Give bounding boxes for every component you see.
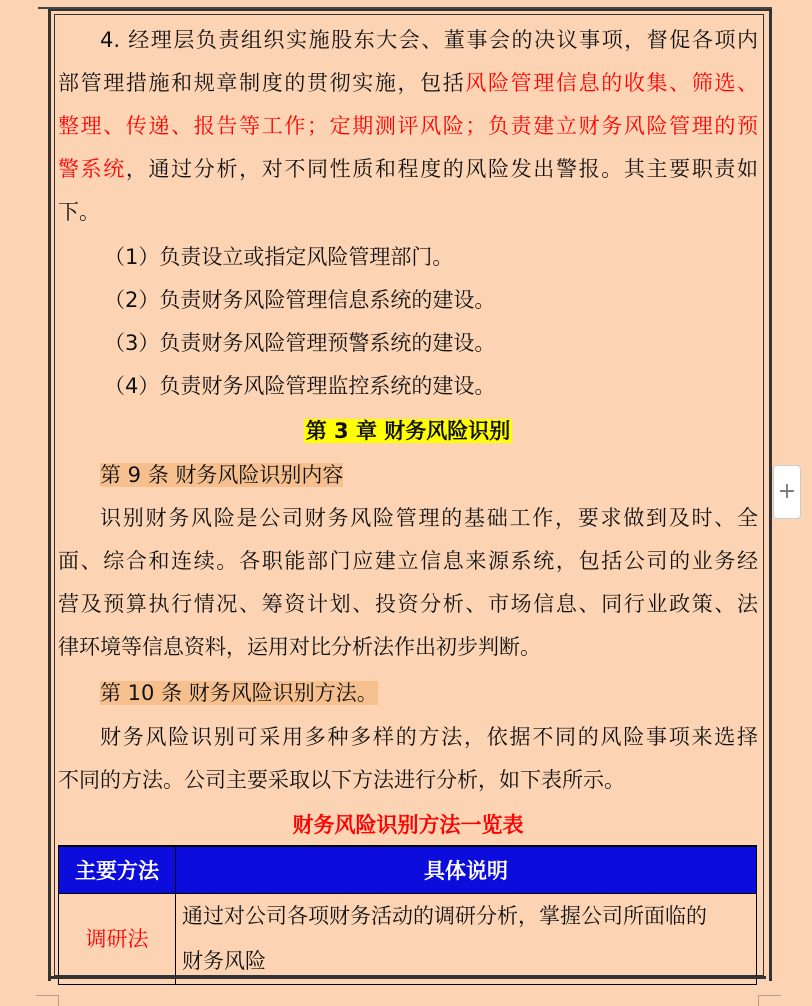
plus-icon: + bbox=[777, 479, 797, 504]
para4-line: 下。 bbox=[58, 200, 100, 224]
article-heading-text: 第 9 条 财务风险识别内容 bbox=[100, 463, 344, 487]
page-corner-mark bbox=[36, 995, 59, 1006]
text: 部管理措施和规章制度的贯彻实施，包括 bbox=[58, 71, 466, 95]
duty-item: （4）负责财务风险管理监控系统的建设。 bbox=[104, 374, 496, 398]
methods-table bbox=[58, 845, 757, 985]
article10-line: 不同的方法。公司主要采取以下方法进行分析，如下表所示。 bbox=[58, 768, 625, 792]
article9-line: 律环境等信息资料，运用对比分析法作出初步判断。 bbox=[58, 635, 541, 659]
article9-heading bbox=[100, 454, 800, 497]
para4-line bbox=[58, 62, 758, 105]
table-title: 财务风险识别方法一览表 bbox=[292, 813, 524, 837]
article9-line: 营及预算执行情况、筹资计划、投资分析、市场信息、同行业政策、法 bbox=[58, 592, 758, 616]
text: ，通过分析，对不同性质和程度的风险发出警报。其主要职责如 bbox=[125, 157, 759, 181]
description-cell bbox=[176, 894, 757, 985]
article10-heading bbox=[100, 672, 800, 715]
red-text: 警系统 bbox=[58, 157, 126, 181]
add-button[interactable] bbox=[773, 465, 801, 519]
duty-item: （3）负责财务风险管理预警系统的建设。 bbox=[104, 331, 496, 355]
article9-line: 面、综合和连续。各职能部门应建立信息来源系统，包括公司的业务经 bbox=[58, 549, 758, 573]
header-description: 具体说明 bbox=[176, 846, 757, 894]
table-header-row bbox=[59, 846, 757, 894]
table-row bbox=[59, 894, 757, 985]
method-cell: 调研法 bbox=[59, 894, 176, 985]
header-method: 主要方法 bbox=[59, 846, 176, 894]
page-bottom-rule bbox=[51, 976, 766, 979]
desc-line: 通过对公司各项财务活动的调研分析，掌握公司所面临的 bbox=[182, 904, 707, 928]
desc-line: 财务风险 bbox=[182, 949, 266, 973]
page-corner-mark bbox=[758, 995, 781, 1006]
chapter-heading bbox=[58, 410, 758, 453]
para4-line bbox=[58, 148, 758, 191]
article-heading-text: 第 10 条 财务风险识别方法。 bbox=[100, 681, 378, 705]
article10-line: 财务风险识别可采用多种多样的方法，依据不同的风险事项来选择 bbox=[100, 725, 758, 749]
duty-item: （1）负责设立或指定风险管理部门。 bbox=[104, 245, 454, 269]
article9-line: 识别财务风险是公司财务风险管理的基础工作，要求做到及时、全 bbox=[100, 506, 758, 530]
chapter-heading-text: 第 3 章 财务风险识别 bbox=[305, 419, 511, 443]
para4-line: 4. 经理层负责组织实施股东大会、董事会的决议事项，督促各项内 bbox=[100, 28, 758, 52]
para4-line: 整理、传递、报告等工作；定期测评风险；负责建立财务风险管理的预 bbox=[58, 114, 758, 138]
duty-item: （2）负责财务风险管理信息系统的建设。 bbox=[104, 288, 496, 312]
red-text: 风险管理信息的收集、筛选、 bbox=[465, 71, 759, 95]
